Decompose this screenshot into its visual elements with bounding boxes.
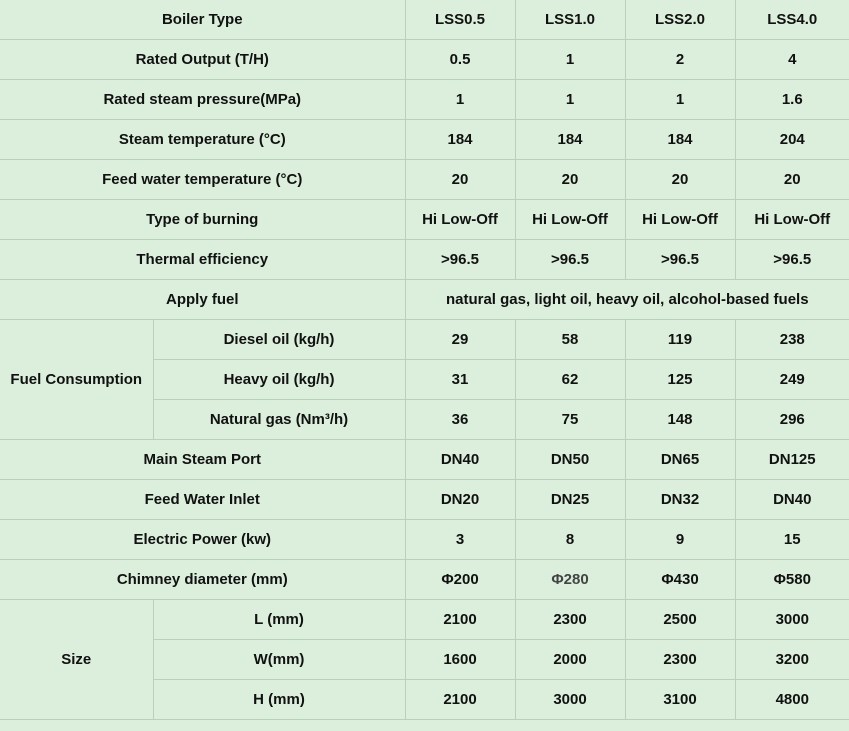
cell-value: DN50 bbox=[515, 440, 625, 480]
table-row-chimney-diameter bbox=[0, 560, 849, 600]
fuel-consumption-group-label: Fuel Consumption bbox=[0, 320, 153, 440]
cell-value: DN125 bbox=[735, 440, 849, 480]
row-label: Apply fuel bbox=[0, 280, 405, 320]
cell-value: 148 bbox=[625, 400, 735, 440]
column-header: LSS1.0 bbox=[515, 0, 625, 40]
cell-value: 31 bbox=[405, 360, 515, 400]
cell-value: Φ280 bbox=[515, 560, 625, 600]
cell-value: 3100 bbox=[625, 680, 735, 720]
cell-value: 3200 bbox=[735, 640, 849, 680]
row-label: Natural gas (Nm³/h) bbox=[153, 400, 405, 440]
cell-value: Φ430 bbox=[625, 560, 735, 600]
cell-value: >96.5 bbox=[405, 240, 515, 280]
table-row-electric-power bbox=[0, 520, 849, 560]
apply-fuel-value: natural gas, light oil, heavy oil, alcohol-based fuels bbox=[405, 280, 849, 320]
cell-value: 1 bbox=[625, 80, 735, 120]
table-row-type-of-burning bbox=[0, 200, 849, 240]
cell-value: 1 bbox=[405, 80, 515, 120]
cell-value: 2000 bbox=[515, 640, 625, 680]
cell-value: 4 bbox=[735, 40, 849, 80]
row-label: H (mm) bbox=[153, 680, 405, 720]
cell-value: 2300 bbox=[515, 600, 625, 640]
cell-value: 1600 bbox=[405, 640, 515, 680]
cell-value: 4800 bbox=[735, 680, 849, 720]
cell-value: Hi Low-Off bbox=[735, 200, 849, 240]
row-label: W(mm) bbox=[153, 640, 405, 680]
cell-value: Φ580 bbox=[735, 560, 849, 600]
cell-value: >96.5 bbox=[625, 240, 735, 280]
cell-value: DN40 bbox=[405, 440, 515, 480]
column-header: LSS0.5 bbox=[405, 0, 515, 40]
cell-value: 20 bbox=[625, 160, 735, 200]
table-row-diesel-oil bbox=[0, 320, 849, 360]
table-row-size-length bbox=[0, 600, 849, 640]
row-label: Feed Water Inlet bbox=[0, 480, 405, 520]
row-label: Electric Power (kw) bbox=[0, 520, 405, 560]
row-label: Chimney diameter (mm) bbox=[0, 560, 405, 600]
cell-value: 1 bbox=[515, 40, 625, 80]
cell-value: 3000 bbox=[735, 600, 849, 640]
cell-value: 2100 bbox=[405, 600, 515, 640]
table-row-apply-fuel bbox=[0, 280, 849, 320]
table-row-main-steam-port bbox=[0, 440, 849, 480]
cell-value: DN25 bbox=[515, 480, 625, 520]
table-row-feed-water-temperature bbox=[0, 160, 849, 200]
row-label: Feed water temperature (°C) bbox=[0, 160, 405, 200]
row-label: Main Steam Port bbox=[0, 440, 405, 480]
row-label: Heavy oil (kg/h) bbox=[153, 360, 405, 400]
cell-value: 8 bbox=[515, 520, 625, 560]
cell-value: 249 bbox=[735, 360, 849, 400]
cell-value: 62 bbox=[515, 360, 625, 400]
cell-value: 119 bbox=[625, 320, 735, 360]
cell-value: 58 bbox=[515, 320, 625, 360]
column-header: LSS2.0 bbox=[625, 0, 735, 40]
cell-value: 20 bbox=[515, 160, 625, 200]
cell-value: 29 bbox=[405, 320, 515, 360]
size-group-label: Size bbox=[0, 600, 153, 720]
cell-value: 2300 bbox=[625, 640, 735, 680]
cell-value: >96.5 bbox=[515, 240, 625, 280]
cell-value: 125 bbox=[625, 360, 735, 400]
cell-value: 2 bbox=[625, 40, 735, 80]
cell-value: 184 bbox=[405, 120, 515, 160]
cell-value: 20 bbox=[405, 160, 515, 200]
row-label: Rated Output (T/H) bbox=[0, 40, 405, 80]
table-row-boiler-type bbox=[0, 0, 849, 40]
cell-value: 0.5 bbox=[405, 40, 515, 80]
table-row-rated-output bbox=[0, 40, 849, 80]
cell-value: DN40 bbox=[735, 480, 849, 520]
cell-value: 75 bbox=[515, 400, 625, 440]
cell-value: 296 bbox=[735, 400, 849, 440]
table-row-rated-steam-pressure bbox=[0, 80, 849, 120]
cell-value: Hi Low-Off bbox=[625, 200, 735, 240]
cell-value: 2100 bbox=[405, 680, 515, 720]
header-label: Boiler Type bbox=[0, 0, 405, 40]
row-label: L (mm) bbox=[153, 600, 405, 640]
cell-value: 1 bbox=[515, 80, 625, 120]
row-label: Type of burning bbox=[0, 200, 405, 240]
table-row-feed-water-inlet bbox=[0, 480, 849, 520]
cell-value: 3 bbox=[405, 520, 515, 560]
table-row-thermal-efficiency bbox=[0, 240, 849, 280]
cell-value: 1.6 bbox=[735, 80, 849, 120]
cell-value: 204 bbox=[735, 120, 849, 160]
cell-value: Hi Low-Off bbox=[515, 200, 625, 240]
cell-value: 238 bbox=[735, 320, 849, 360]
row-label: Rated steam pressure(MPa) bbox=[0, 80, 405, 120]
cell-value: Hi Low-Off bbox=[405, 200, 515, 240]
cell-value: Φ200 bbox=[405, 560, 515, 600]
cell-value: >96.5 bbox=[735, 240, 849, 280]
cell-value: 15 bbox=[735, 520, 849, 560]
cell-value: 36 bbox=[405, 400, 515, 440]
cell-value: 20 bbox=[735, 160, 849, 200]
row-label: Diesel oil (kg/h) bbox=[153, 320, 405, 360]
cell-value: 184 bbox=[515, 120, 625, 160]
row-label: Thermal efficiency bbox=[0, 240, 405, 280]
cell-value: DN32 bbox=[625, 480, 735, 520]
column-header: LSS4.0 bbox=[735, 0, 849, 40]
cell-value: 184 bbox=[625, 120, 735, 160]
row-label: Steam temperature (°C) bbox=[0, 120, 405, 160]
cell-value: 2500 bbox=[625, 600, 735, 640]
table-row-steam-temperature bbox=[0, 120, 849, 160]
cell-value: DN20 bbox=[405, 480, 515, 520]
cell-value: 3000 bbox=[515, 680, 625, 720]
cell-value: DN65 bbox=[625, 440, 735, 480]
cell-value: 9 bbox=[625, 520, 735, 560]
